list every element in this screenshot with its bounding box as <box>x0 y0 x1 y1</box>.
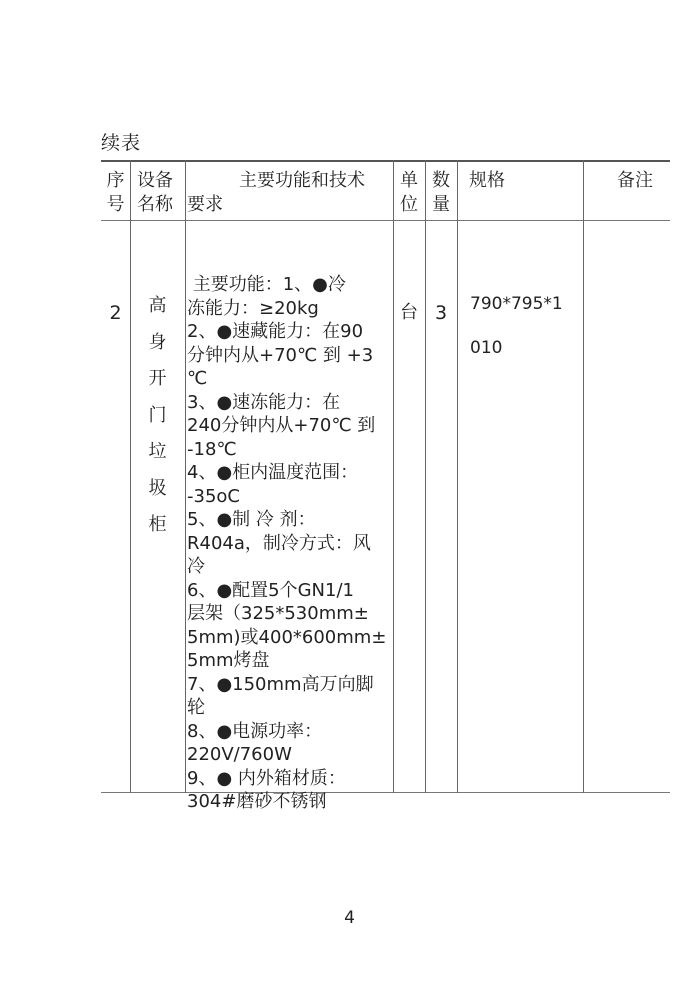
row-name-char: 高 <box>148 295 167 316</box>
row-spec-line-2: 010 <box>470 338 503 358</box>
header-func-line-1: 主要功能和技术 <box>239 170 365 191</box>
row-seq: 2 <box>109 302 122 324</box>
header-qty <box>425 169 457 217</box>
col-divider-4 <box>425 160 426 793</box>
header-func <box>187 169 393 217</box>
header-func-line-2: 要求 <box>187 194 223 215</box>
col-divider-6 <box>583 160 584 793</box>
row-func-line: 220V/760W <box>187 744 292 765</box>
row-func-line: 7、●150mm高万向脚 <box>187 673 374 695</box>
row-name-char: 身 <box>148 331 167 353</box>
row-func-line: ℃ <box>187 368 208 389</box>
row-func-line: 4、●柜内温度范围： <box>187 462 359 483</box>
row-func-line: 主要功能：1、●冷 <box>187 274 346 295</box>
row-spec <box>470 282 582 370</box>
row-func <box>187 226 393 861</box>
row-func-line: 3、●速冻能力：在 <box>187 391 341 413</box>
row-func-line: 240分钟内从+70℃ 到 <box>187 415 376 436</box>
table-top-rule <box>101 160 670 162</box>
row-func-line: 5、●制 冷 剂： <box>187 509 316 530</box>
row-func-line: 冷 <box>187 556 205 577</box>
row-func-line: R404a，制冷方式：风 <box>187 532 371 554</box>
row-func-line: 轮 <box>187 697 205 718</box>
row-func-line: 5mm烤盘 <box>187 650 270 671</box>
header-name-line-2: 名称 <box>137 194 173 215</box>
row-qty: 3 <box>434 302 448 324</box>
equipment-table <box>101 160 670 812</box>
table-caption: 续表 <box>101 132 142 154</box>
row-func-line: 分钟内从+70℃ 到 +3 <box>187 344 374 366</box>
row-name-chars <box>130 288 185 544</box>
row-func-line: 2、●速藏能力：在90 <box>187 321 364 342</box>
row-func-line: 层架（325*530mm± <box>187 603 369 624</box>
row-unit: 台 <box>400 302 418 323</box>
col-divider-5 <box>457 160 458 793</box>
row-func-line: 冻能力：≥20kg <box>187 297 319 319</box>
row-name-char: 柜 <box>148 514 167 535</box>
page-number: 4 <box>344 908 355 928</box>
header-note: 备注 <box>617 170 653 191</box>
row-func-line: 304#磨砂不锈钢 <box>187 791 327 812</box>
header-unit-line-1: 单 <box>400 170 418 191</box>
header-bottom-rule <box>101 220 670 221</box>
row-func-line: 5mm)或400*600mm± <box>187 626 387 648</box>
row-func-line: 8、●电源功率： <box>187 720 323 742</box>
row-func-lines <box>187 273 393 814</box>
row-name-char: 开 <box>148 368 167 389</box>
header-spec: 规格 <box>469 170 505 191</box>
row-spec-line-1: 790*795*1 <box>470 294 563 314</box>
row-name-char: 圾 <box>148 477 167 499</box>
col-divider-3 <box>393 160 394 793</box>
header-qty-line-1: 数 <box>432 170 450 191</box>
row-func-line: 9、● 内外箱材质： <box>187 767 346 789</box>
row-func-line: -35oC <box>187 485 240 507</box>
header-seq-line-2: 号 <box>106 194 125 215</box>
header-name-line-1: 设备 <box>137 170 173 191</box>
row-func-line: -18℃ <box>187 438 237 460</box>
row-name-char: 门 <box>148 404 167 426</box>
row-name-char: 垃 <box>148 441 167 462</box>
header-unit-line-2: 位 <box>400 194 418 215</box>
header-qty-line-2: 量 <box>432 194 450 215</box>
col-divider-2 <box>185 160 186 793</box>
header-name <box>137 169 185 217</box>
row-name <box>130 288 185 544</box>
header-seq-line-1: 序 <box>106 170 125 191</box>
row-func-line: 6、●配置5个GN1/1 <box>187 579 354 601</box>
header-unit <box>393 169 425 217</box>
header-seq <box>101 169 130 217</box>
